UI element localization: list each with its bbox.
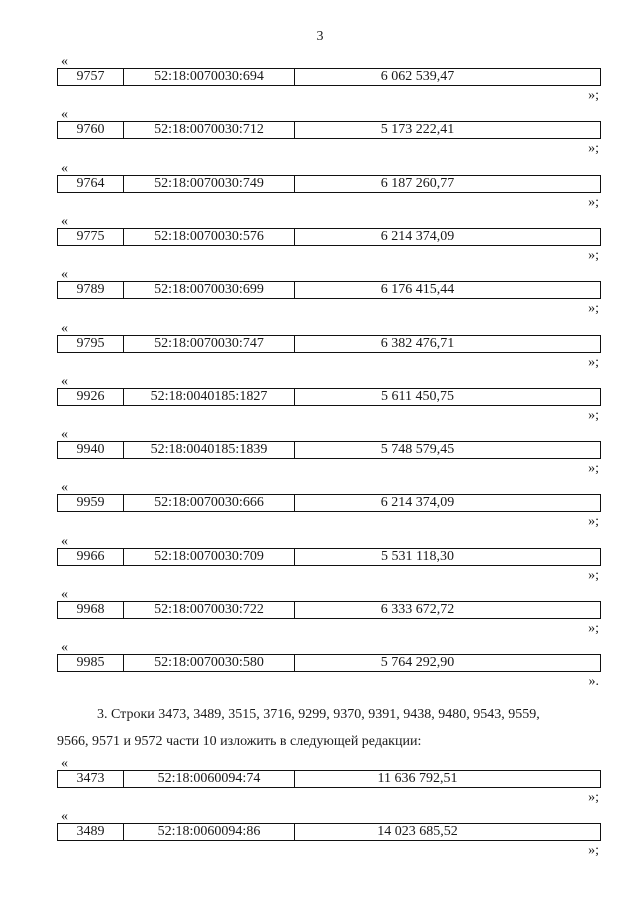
table-row [57,175,601,193]
cadastral-value: 11 636 792,51 [377,771,458,786]
cadastral-value: 5 173 222,41 [380,122,455,138]
cadastral-number: 52:18:0070030:580 [124,655,295,671]
close-quote: »; [588,88,599,103]
open-quote: « [61,640,68,656]
row-number: 9985 [58,655,124,671]
table-row [57,770,601,788]
table-row [57,388,601,406]
open-quote: « [61,320,68,336]
cadastral-number: 52:18:0070030:694 [124,69,295,85]
cadastral-value: 6 382 476,71 [380,335,455,351]
cadastral-value: 6 333 672,72 [380,602,455,617]
cadastral-value: 6 062 539,47 [380,69,455,84]
page-number: 3 [316,29,324,44]
open-quote: « [61,587,68,602]
paragraph-line-1: 3. Строки 3473, 3489, 3515, 3716, 9299, 9370, 9391, 9438, 9480, 9543, 9559, [97,707,540,722]
row-number: 9764 [58,176,124,192]
cadastral-number: 52:18:0070030:747 [124,336,295,352]
cadastral-number: 52:18:0040185:1839 [124,442,295,458]
cadastral-value: 6 176 415,44 [380,282,455,298]
open-quote: « [61,533,68,549]
table-row [57,335,601,353]
cadastral-number: 52:18:0060094:74 [124,771,295,787]
row-number: 9757 [58,69,124,85]
table-row [57,228,601,246]
close-quote: »; [588,354,599,370]
close-quote: »; [588,514,599,530]
row-number: 9926 [58,389,124,405]
row-number: 3489 [58,824,124,840]
cadastral-value: 6 187 260,77 [380,175,455,191]
cadastral-number: 52:18:0070030:749 [124,176,295,192]
cadastral-number: 52:18:0060094:86 [124,824,295,840]
table-row [57,121,601,139]
open-quote: « [61,213,68,229]
close-quote: »; [588,843,599,858]
cadastral-value: 5 748 579,45 [380,442,455,458]
close-quote: »; [588,247,599,263]
table-row [57,654,601,672]
table-row [57,68,601,86]
cadastral-value: 14 023 685,52 [377,824,458,839]
row-number: 3473 [58,771,124,787]
cadastral-number: 52:18:0070030:712 [124,122,295,138]
open-quote: « [61,373,68,389]
cadastral-value: 5 611 450,75 [381,388,454,404]
close-quote: »; [588,141,599,157]
row-number: 9966 [58,549,124,565]
cadastral-number: 52:18:0070030:699 [124,282,295,298]
open-quote: « [61,756,68,771]
cadastral-number: 52:18:0070030:666 [124,495,295,511]
cadastral-number: 52:18:0040185:1827 [124,389,295,405]
close-quote: ». [588,674,599,690]
open-quote: « [61,480,68,496]
cadastral-number: 52:18:0070030:722 [124,602,295,618]
close-quote: »; [588,461,599,477]
row-number: 9940 [58,442,124,458]
table-row [57,548,601,566]
row-number: 9789 [58,282,124,298]
cadastral-value: 6 214 374,09 [380,495,455,511]
table-row [57,281,601,299]
table-row [57,823,601,841]
close-quote: »; [588,194,599,210]
row-number: 9968 [58,602,124,618]
close-quote: »; [588,621,599,636]
cadastral-number: 52:18:0070030:709 [124,549,295,565]
close-quote: »; [588,790,599,805]
row-number: 9795 [58,336,124,352]
close-quote: »; [588,301,599,317]
row-number: 9959 [58,495,124,511]
open-quote: « [61,267,68,283]
close-quote: »; [588,407,599,423]
open-quote: « [61,427,68,443]
table-row [57,494,601,512]
table-row [57,601,601,619]
cadastral-value: 6 214 374,09 [380,228,455,244]
row-number: 9775 [58,229,124,245]
open-quote: « [61,54,68,69]
close-quote: »; [588,567,599,583]
cadastral-value: 5 531 118,30 [381,548,454,564]
cadastral-value: 5 764 292,90 [380,655,455,671]
cadastral-number: 52:18:0070030:576 [124,229,295,245]
open-quote: « [61,160,68,176]
open-quote: « [61,107,68,123]
row-number: 9760 [58,122,124,138]
table-row [57,441,601,459]
open-quote: « [61,809,68,824]
paragraph-line-2: 9566, 9571 и 9572 части 10 изложить в следующей редакции: [57,734,422,749]
